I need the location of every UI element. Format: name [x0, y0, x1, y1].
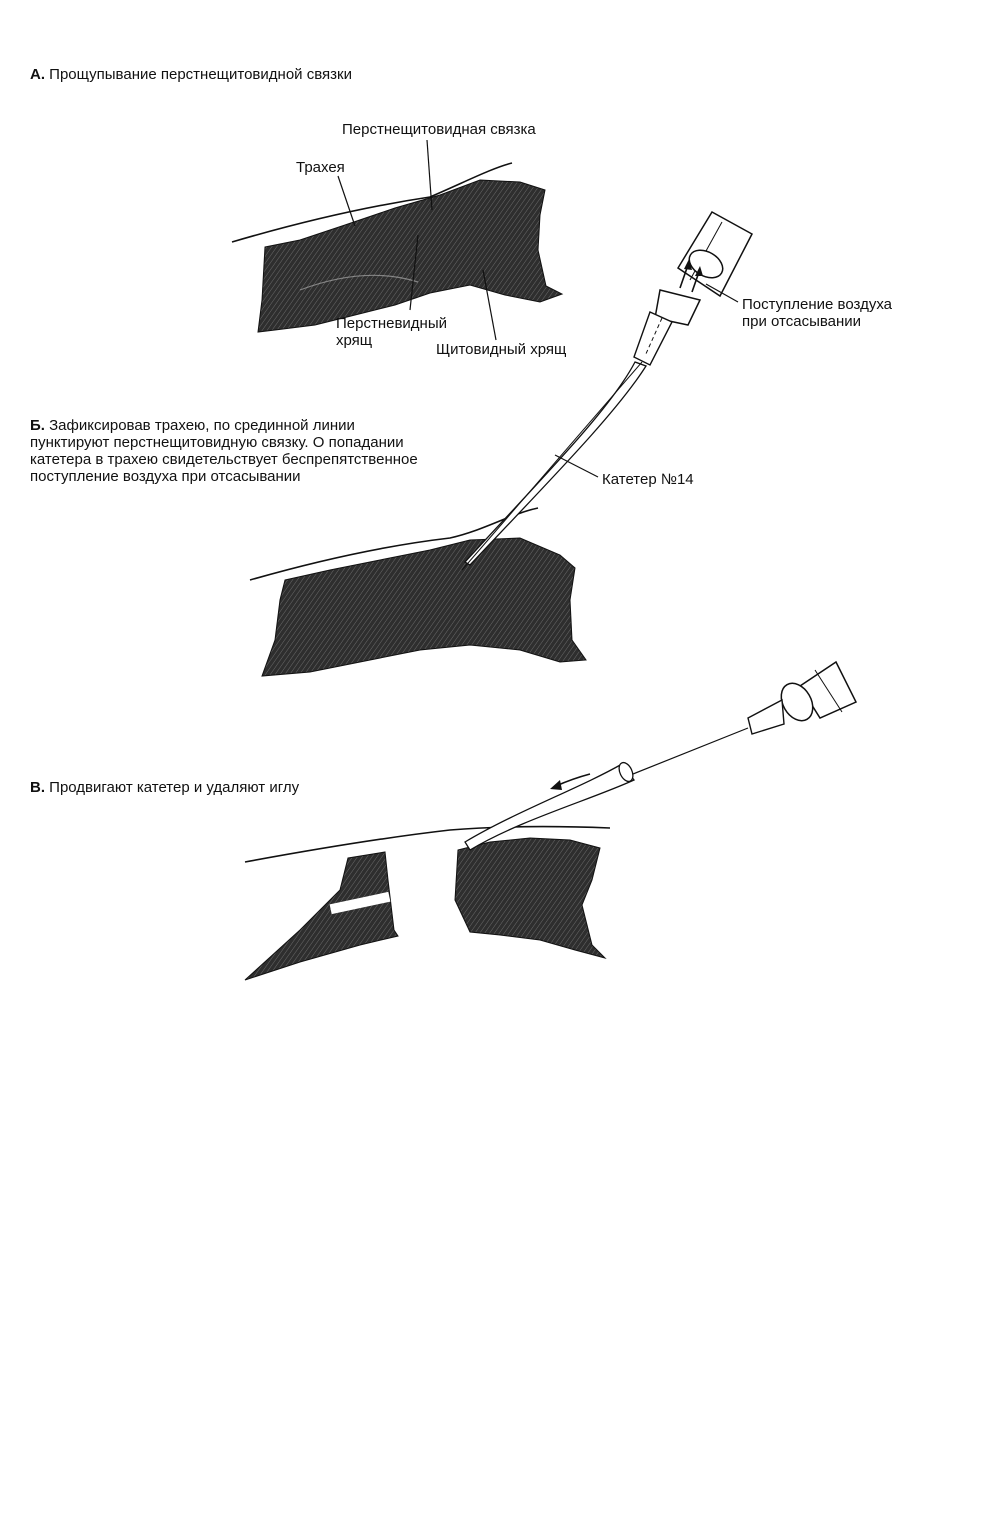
- direction-arrow-head: [550, 780, 562, 790]
- label-trachea: Трахея: [296, 159, 345, 176]
- label-catheter: Катетер №14: [602, 471, 694, 488]
- panel-a-leader-trachea: [338, 176, 355, 226]
- panel-a-caption-text: Прощупывание перстнещитовидной связки: [49, 66, 352, 83]
- panel-b-letter: Б.: [30, 417, 45, 434]
- panel-c-needle-hub: [748, 700, 784, 734]
- label-thyroid: Щитовидный хрящ: [436, 341, 567, 358]
- label-air-line-2: при отсасывании: [742, 313, 862, 330]
- label-ligament: Перстнещитовидная связка: [342, 121, 536, 138]
- panel-b-caption-line-2: пунктируют перстнещитовидную связку. О попадании: [30, 434, 404, 451]
- needle-line: [462, 362, 642, 570]
- panel-c-letter: В.: [30, 779, 45, 796]
- panel-a-neck-illustration: [232, 140, 562, 340]
- panel-c-catheter-illustration: [245, 662, 856, 980]
- label-cricoid-line-1: Перстневидный: [336, 315, 448, 332]
- panel-b-caption-line-4: поступление воздуха при отсасывании: [30, 468, 301, 485]
- panel-c-catheter: [465, 764, 634, 850]
- panel-c-caption-text: Продвигают катетер и удаляют иглу: [49, 779, 300, 796]
- panel-c-left-tissue: [245, 852, 398, 980]
- panel-c-right-tissue: [455, 838, 605, 958]
- panel-b-caption-line-1: Зафиксировав трахею, по срединной линии: [49, 417, 355, 434]
- panel-a-letter: А.: [30, 66, 45, 83]
- panel-c-needle: [628, 728, 748, 776]
- panel-b-trachea-shape: [262, 538, 586, 676]
- label-cricoid-line-2: хрящ: [336, 332, 373, 349]
- label-air-line-1: Поступление воздуха: [742, 296, 892, 313]
- syringe-barrel: [678, 212, 752, 296]
- panel-b-caption-line-3: катетера в трахею свидетельствует беспрепятственное: [30, 451, 418, 468]
